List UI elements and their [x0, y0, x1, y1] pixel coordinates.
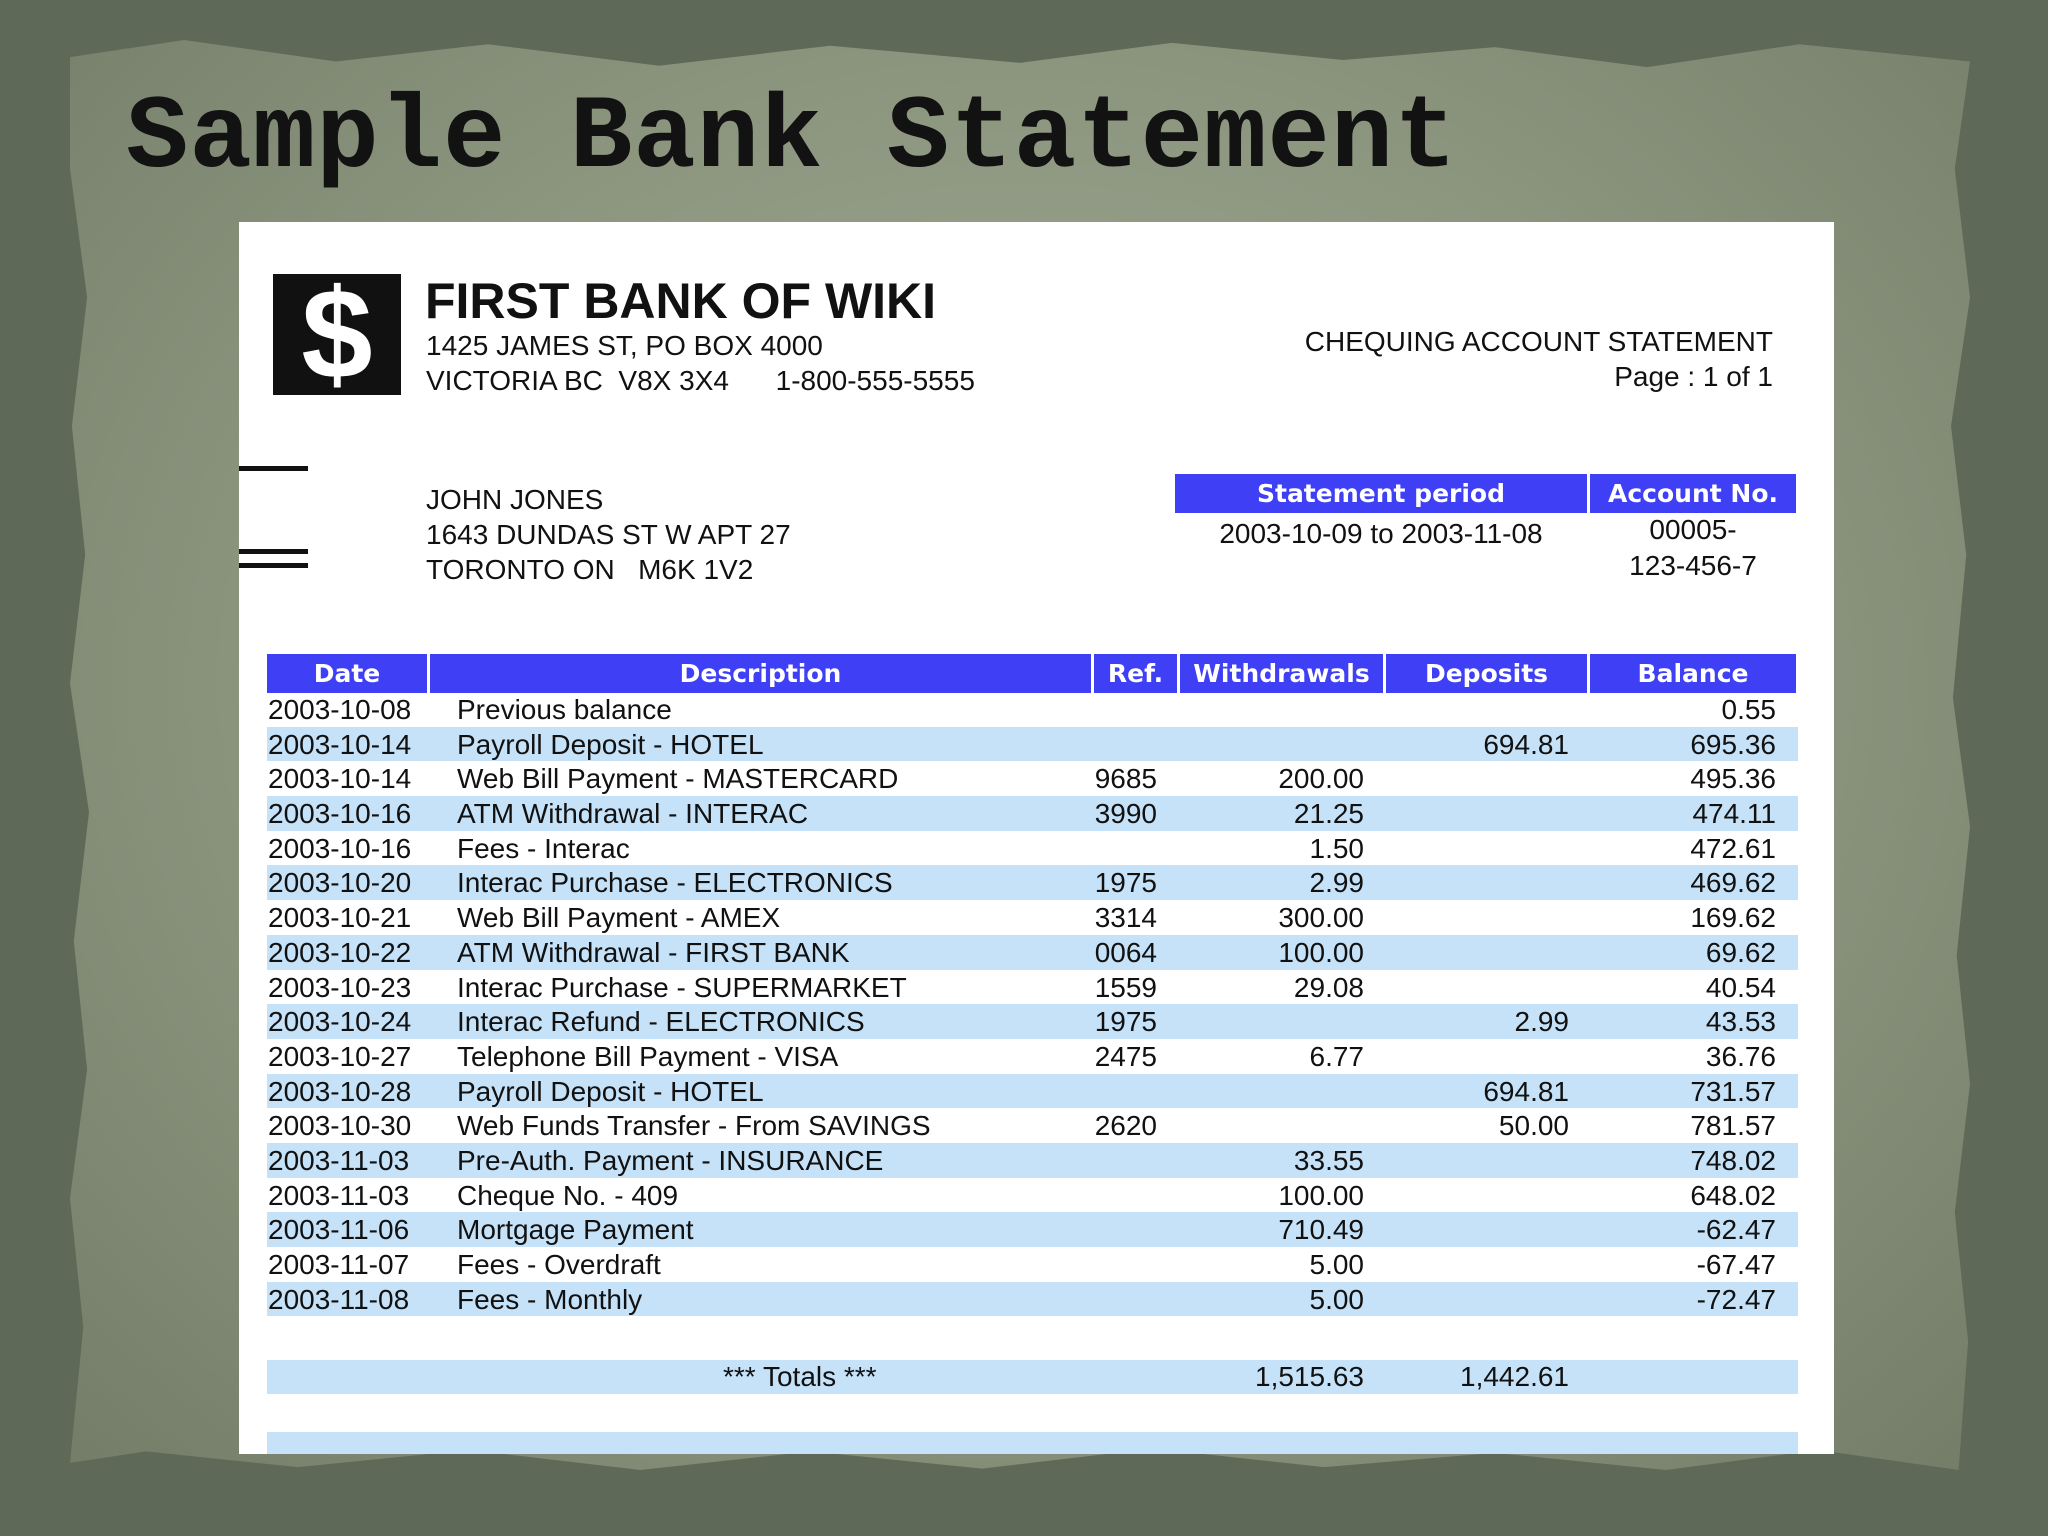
- cell-withdrawal: 100.00: [1278, 936, 1364, 968]
- cell-date: 2003-10-27: [268, 1040, 412, 1072]
- cell-balance: 474.11: [1692, 798, 1776, 830]
- cell-date: 2003-10-28: [268, 1075, 412, 1107]
- cell-withdrawal: 21.25: [1293, 798, 1364, 830]
- cell-ref: 2620: [1094, 1110, 1157, 1142]
- bank-address: 1425 JAMES ST, PO BOX 4000: [426, 330, 823, 361]
- cell-withdrawal: 100.00: [1278, 1179, 1364, 1211]
- table-row: [267, 831, 1798, 866]
- column-header-deposits: Deposits: [1386, 654, 1587, 693]
- statement-page: Page : 1 of 1: [1614, 361, 1773, 392]
- cell-deposit: 694.81: [1483, 1075, 1569, 1107]
- footer-band: [267, 1432, 1798, 1454]
- cell-withdrawal: 6.77: [1309, 1040, 1364, 1072]
- fold-mark: [239, 549, 308, 554]
- cell-balance: 495.36: [1690, 763, 1776, 795]
- cell-description: Interac Purchase - ELECTRONICS: [457, 867, 893, 899]
- customer-name: JOHN JONES: [426, 484, 604, 515]
- cell-description: Interac Purchase - SUPERMARKET: [457, 971, 907, 1003]
- cell-description: Pre-Auth. Payment - INSURANCE: [457, 1144, 884, 1176]
- account-number-header: Account No.: [1590, 474, 1796, 513]
- table-row: [267, 1108, 1798, 1143]
- table-row: [267, 796, 1798, 831]
- cell-description: Interac Refund - ELECTRONICS: [457, 1006, 865, 1038]
- cell-balance: -72.47: [1696, 1283, 1776, 1315]
- cell-description: Cheque No. - 409: [457, 1179, 679, 1211]
- cell-date: 2003-10-23: [268, 971, 412, 1003]
- cell-description: ATM Withdrawal - FIRST BANK: [457, 936, 850, 968]
- cell-balance: 472.61: [1690, 832, 1776, 864]
- table-row: [267, 1282, 1798, 1317]
- cell-ref: 3990: [1094, 798, 1157, 830]
- table-row: [267, 1039, 1798, 1074]
- table-row: [267, 761, 1798, 796]
- cell-withdrawal: 300.00: [1278, 902, 1364, 934]
- transactions-table: [267, 692, 1798, 1316]
- table-row: [267, 935, 1798, 970]
- cell-ref: 9685: [1094, 763, 1157, 795]
- table-row: [267, 865, 1798, 900]
- cell-balance: 0.55: [1721, 694, 1776, 725]
- cell-description: Fees - Monthly: [457, 1283, 643, 1315]
- customer-city: TORONTO ON M6K 1V2: [426, 554, 754, 585]
- column-header-ref: Ref.: [1094, 654, 1177, 693]
- cell-date: 2003-11-08: [268, 1283, 410, 1315]
- statement-type: CHEQUING ACCOUNT STATEMENT: [1304, 326, 1773, 357]
- cell-deposit: 694.81: [1483, 728, 1569, 760]
- totals-row: [267, 1360, 1798, 1394]
- bank-logo: $: [273, 274, 401, 395]
- cell-date: 2003-10-14: [268, 728, 412, 760]
- cell-date: 2003-10-22: [268, 936, 412, 968]
- cell-description: Web Bill Payment - MASTERCARD: [457, 763, 899, 795]
- cell-description: ATM Withdrawal - INTERAC: [457, 798, 809, 830]
- cell-ref: 2475: [1094, 1040, 1157, 1072]
- cell-balance: 469.62: [1690, 867, 1776, 899]
- cell-date: 2003-10-21: [268, 902, 412, 934]
- table-row: [267, 1178, 1798, 1213]
- cell-balance: 648.02: [1690, 1179, 1776, 1211]
- totals-label: *** Totals ***: [723, 1361, 877, 1392]
- cell-deposit: 50.00: [1498, 1110, 1569, 1142]
- cell-withdrawal: 710.49: [1278, 1214, 1364, 1246]
- cell-date: 2003-11-06: [268, 1214, 410, 1246]
- cell-date: 2003-11-07: [268, 1249, 410, 1280]
- column-header-date: Date: [267, 654, 427, 693]
- table-row: [267, 1074, 1798, 1109]
- cell-balance: 36.76: [1705, 1040, 1776, 1072]
- cell-date: 2003-10-30: [268, 1110, 412, 1142]
- cell-date: 2003-10-08: [268, 694, 412, 725]
- cell-description: Payroll Deposit - HOTEL: [457, 728, 764, 760]
- cell-balance: 43.53: [1705, 1006, 1776, 1038]
- table-row: [267, 1212, 1798, 1247]
- cell-balance: 40.54: [1705, 971, 1776, 1003]
- cell-date: 2003-11-03: [268, 1144, 410, 1176]
- cell-withdrawal: 33.55: [1293, 1144, 1364, 1176]
- cell-description: Payroll Deposit - HOTEL: [457, 1075, 764, 1107]
- table-row: [267, 692, 1798, 727]
- cell-description: Mortgage Payment: [457, 1214, 694, 1246]
- table-row: [267, 1247, 1798, 1282]
- cell-deposit: 2.99: [1514, 1006, 1569, 1038]
- totals-withdrawals: 1,515.63: [1255, 1361, 1364, 1392]
- cell-description: Web Funds Transfer - From SAVINGS: [457, 1110, 931, 1142]
- totals-deposits: 1,442.61: [1460, 1361, 1569, 1392]
- cell-balance: -62.47: [1696, 1214, 1776, 1246]
- bank-statement-document: [239, 222, 1834, 1454]
- table-row: [267, 970, 1798, 1005]
- cell-ref: 1975: [1094, 1006, 1157, 1038]
- cell-balance: 69.62: [1705, 936, 1776, 968]
- cell-description: Fees - Overdraft: [457, 1249, 661, 1280]
- table-row: [267, 1143, 1798, 1178]
- table-row: [267, 900, 1798, 935]
- cell-description: Telephone Bill Payment - VISA: [457, 1040, 839, 1072]
- bank-city-phone: VICTORIA BC V8X 3X4 1-800-555-5555: [426, 365, 975, 396]
- account-number-value-line1: 00005-: [1649, 514, 1737, 545]
- fold-mark: [239, 466, 308, 471]
- cell-withdrawal: 200.00: [1278, 763, 1364, 795]
- statement-period-value: 2003-10-09 to 2003-11-08: [1219, 518, 1543, 549]
- cell-balance: 781.57: [1690, 1110, 1776, 1142]
- cell-ref: 1559: [1094, 971, 1157, 1003]
- table-row: [267, 1004, 1798, 1039]
- customer-street: 1643 DUNDAS ST W APT 27: [426, 519, 791, 550]
- cell-balance: 695.36: [1690, 728, 1776, 760]
- cell-balance: 169.62: [1690, 902, 1776, 934]
- cell-description: Fees - Interac: [457, 832, 630, 864]
- column-header-withdrawals: Withdrawals: [1180, 654, 1383, 693]
- cell-withdrawal: 29.08: [1293, 971, 1364, 1003]
- slide-title: Sample Bank Statement: [126, 80, 1458, 198]
- cell-balance: 748.02: [1690, 1144, 1776, 1176]
- fold-mark: [239, 563, 308, 568]
- cell-withdrawal: 5.00: [1309, 1283, 1364, 1315]
- cell-date: 2003-10-16: [268, 798, 412, 830]
- account-number-value-line2: 123-456-7: [1629, 550, 1757, 581]
- cell-date: 2003-10-24: [268, 1006, 412, 1038]
- statement-period-header: Statement period: [1175, 474, 1587, 513]
- column-header-balance: Balance: [1590, 654, 1796, 693]
- cell-date: 2003-11-03: [268, 1179, 410, 1211]
- bank-name: FIRST BANK OF WIKI: [425, 273, 937, 329]
- cell-withdrawal: 2.99: [1309, 867, 1364, 899]
- cell-ref: 0064: [1094, 936, 1157, 968]
- cell-balance: -67.47: [1696, 1249, 1776, 1280]
- cell-withdrawal: 5.00: [1309, 1249, 1364, 1280]
- cell-ref: 1975: [1094, 867, 1157, 899]
- cell-description: Previous balance: [457, 694, 672, 725]
- table-row: [267, 727, 1798, 762]
- cell-description: Web Bill Payment - AMEX: [457, 902, 781, 934]
- cell-date: 2003-10-20: [268, 867, 412, 899]
- cell-ref: 3314: [1094, 902, 1157, 934]
- column-header-description: Description: [430, 654, 1091, 693]
- cell-date: 2003-10-16: [268, 832, 412, 864]
- cell-date: 2003-10-14: [268, 763, 412, 795]
- cell-balance: 731.57: [1690, 1075, 1776, 1107]
- cell-withdrawal: 1.50: [1309, 832, 1364, 864]
